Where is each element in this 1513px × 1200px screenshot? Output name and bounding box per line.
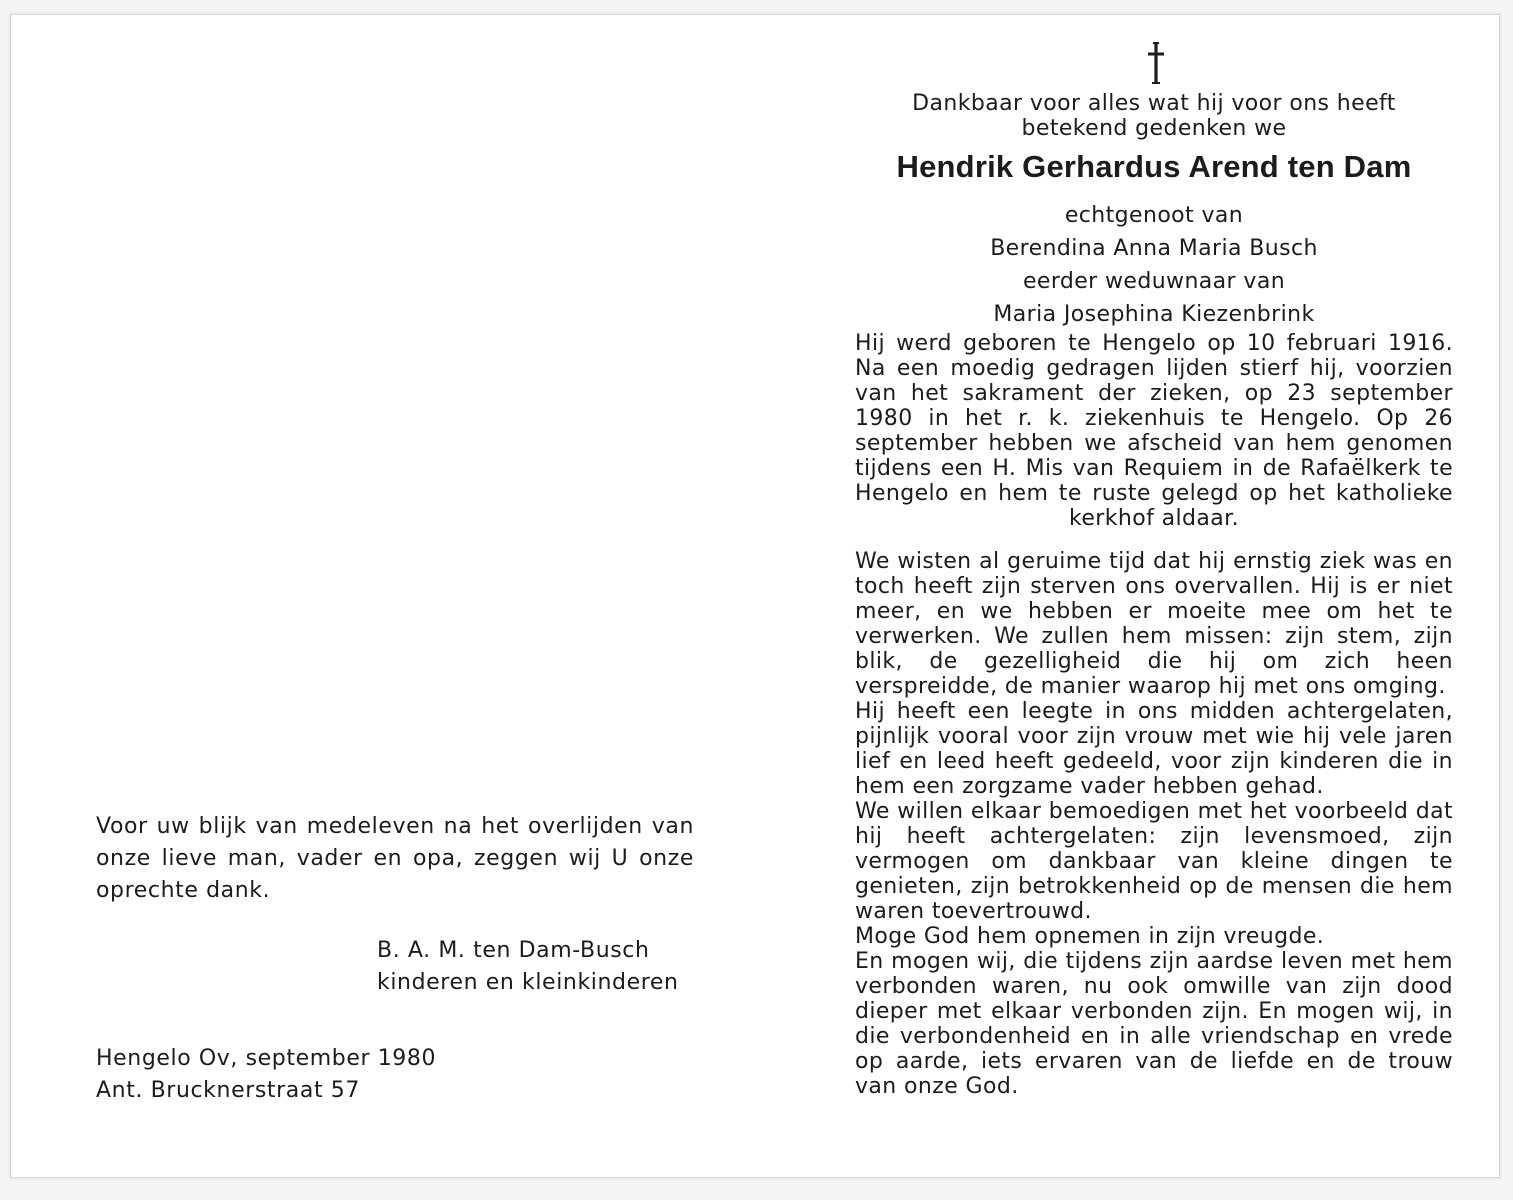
- signature-family: kinderen en kleinkinderen: [377, 970, 679, 995]
- memorial-card: [10, 14, 1500, 1178]
- cross-icon: [1141, 41, 1171, 85]
- relation-line: Berendina Anna Maria Busch: [990, 236, 1318, 261]
- relations-block: [855, 199, 1453, 331]
- relation-line: echtgenoot van: [1064, 203, 1244, 228]
- biography-paragraph: Hij werd geboren te Hengelo op 10 februari 1916. Na een moedig gedragen lijden stierf hij, voorzien van het sakrament der zieken, op 23 september 1980 in het r. k. ziekenhuis te Hengelo. Op 26 september hebben we afscheid van hem genomen tijdens een H. Mis van Requiem in de Rafaëlkerk te Hengelo en hem te ruste gelegd op het katholieke kerkhof aldaar.: [855, 331, 1453, 531]
- relation-line: eerder weduwnaar van: [1022, 269, 1286, 294]
- intro-line: Dankbaar voor alles wat hij voor ons heeft: [912, 91, 1396, 116]
- street-address: Ant. Brucknerstraat 57: [96, 1078, 360, 1103]
- thanks-message: Voor uw blijk van medeleven na het overlijden van onze lieve man, vader en opa, zeggen wij U onze oprechte dank.: [96, 814, 694, 903]
- signature-name: B. A. M. ten Dam-Busch: [377, 938, 650, 963]
- relation-line: Maria Josephina Kiezenbrink: [993, 302, 1315, 327]
- deceased-name: Hendrik Gerhardus Arend ten Dam: [896, 149, 1412, 184]
- tribute-paragraph: Moge God hem opnemen in zijn vreugde.: [855, 924, 1325, 949]
- tribute-paragraph: We willen elkaar bemoedigen met het voorbeeld dat hij heeft achtergelaten: zijn levensmoed, zijn vermogen om dankbaar van kleine dingen te genieten, zijn betrokkenheid op de mensen die hem waren toevertrouwd.: [855, 799, 1453, 924]
- tribute-paragraph: En mogen wij, die tijdens zijn aardse leven met hem verbonden waren, nu ook omwille van zijn dood dieper met elkaar verbonden zijn. En mogen wij, in die verbondenheid en in alle vriendschap en vrede op aarde, iets ervaren van de liefde en de trouw van onze God.: [855, 949, 1453, 1099]
- signature-block: [377, 935, 679, 999]
- tribute-paragraph: We wisten al geruime tijd dat hij ernstig ziek was en toch heeft zijn sterven ons overvallen. Hij is er niet meer, en we hebben er moeite mee om het te verwerken. We zullen hem missen: zijn stem, zijn blik, de gezelligheid die hij om zich heen verspreidde, de manier waarop hij met ons omging.: [855, 549, 1453, 699]
- intro-text: [855, 91, 1453, 141]
- sender-address-block: [96, 1043, 436, 1107]
- tribute-paragraph: Hij heeft een leegte in ons midden achtergelaten, pijnlijk vooral voor zijn vrouw met wie hij vele jaren lief en leed heeft gedeeld, voor zijn kinderen die in hem een zorgzame vader hebben gehad.: [855, 699, 1453, 799]
- place-date: Hengelo Ov, september 1980: [96, 1046, 437, 1071]
- tribute-text: [855, 549, 1453, 1099]
- intro-line: betekend gedenken we: [1021, 116, 1287, 141]
